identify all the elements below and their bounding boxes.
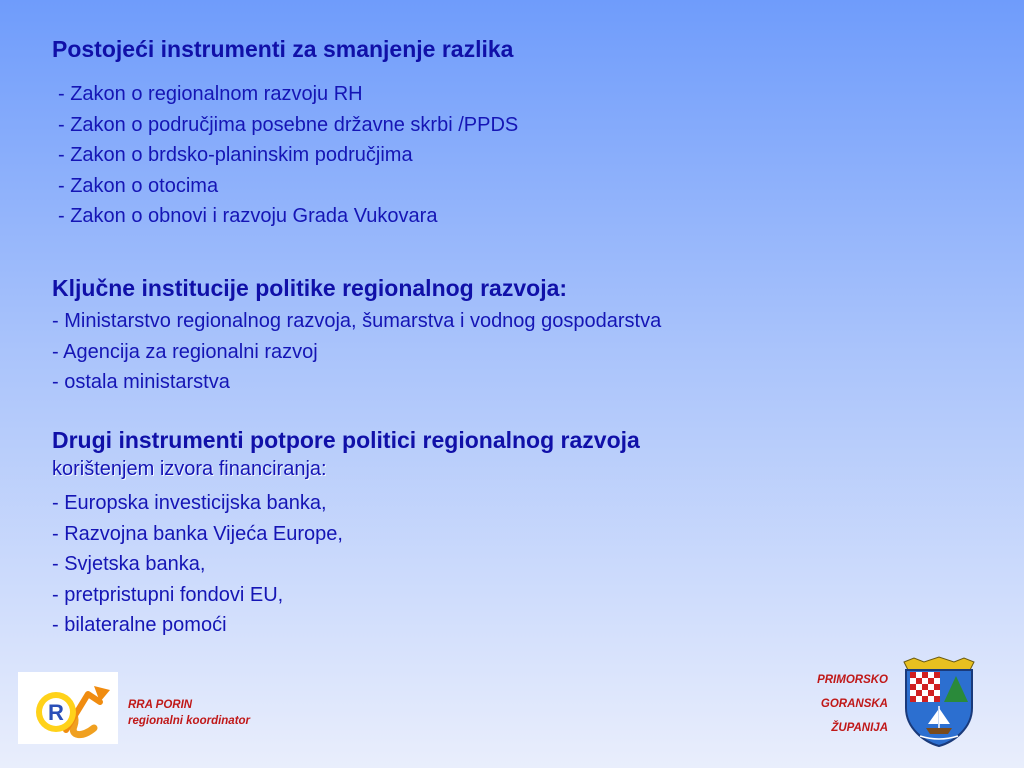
section3-subheading: korištenjem izvora financiranja: [52, 458, 327, 480]
section2-list [52, 306, 661, 398]
org-role: regionalni koordinator [128, 715, 251, 727]
list-item: - Agencija za regionalni razvoj [52, 340, 318, 363]
section3-heading: Drugi instrumenti potpore politici regionalnog razvoja [52, 427, 640, 453]
logo-letter: R [48, 700, 64, 725]
org-label [128, 697, 250, 729]
section1-list [58, 79, 518, 232]
list-item: - Svjetska banka, [52, 553, 206, 575]
org-name: RRA PORIN [128, 699, 193, 711]
section2-heading: Ključne institucije politike regionalnog razvoja: [52, 275, 568, 301]
list-item: - Europska investicijska banka, [52, 492, 327, 514]
list-item: - ostala ministarstva [52, 371, 230, 393]
county-line: ŽUPANIJA [831, 722, 888, 734]
list-item: - Zakon o regionalnom razvoju RH [58, 83, 363, 105]
list-item: - Razvojna banka Vijeća Europe, [52, 522, 343, 545]
list-item: - Zakon o otocima [58, 174, 219, 197]
list-item: - bilateralne pomoći [52, 614, 227, 636]
section3-list [52, 488, 343, 641]
list-item: - Zakon o obnovi i razvoju Grada Vukovara [58, 205, 438, 227]
list-item: - Zakon o brdsko-planinskim područjima [58, 144, 413, 166]
county-name [768, 672, 888, 744]
county-line: PRIMORSKO [817, 674, 888, 686]
county-coat-of-arms-icon [896, 656, 982, 748]
county-line: GORANSKA [820, 698, 888, 710]
list-item: - pretpristupni fondovi EU, [52, 583, 284, 606]
list-item: - Ministarstvo regionalnog razvoja, šumarstva i vodnog gospodarstva [52, 310, 662, 332]
rra-porin-logo [18, 672, 118, 744]
section1-heading: Postojeći instrumenti za smanjenje razlika [52, 36, 514, 62]
list-item: - Zakon o područjima posebne državne skrbi /PPDS [58, 113, 519, 136]
